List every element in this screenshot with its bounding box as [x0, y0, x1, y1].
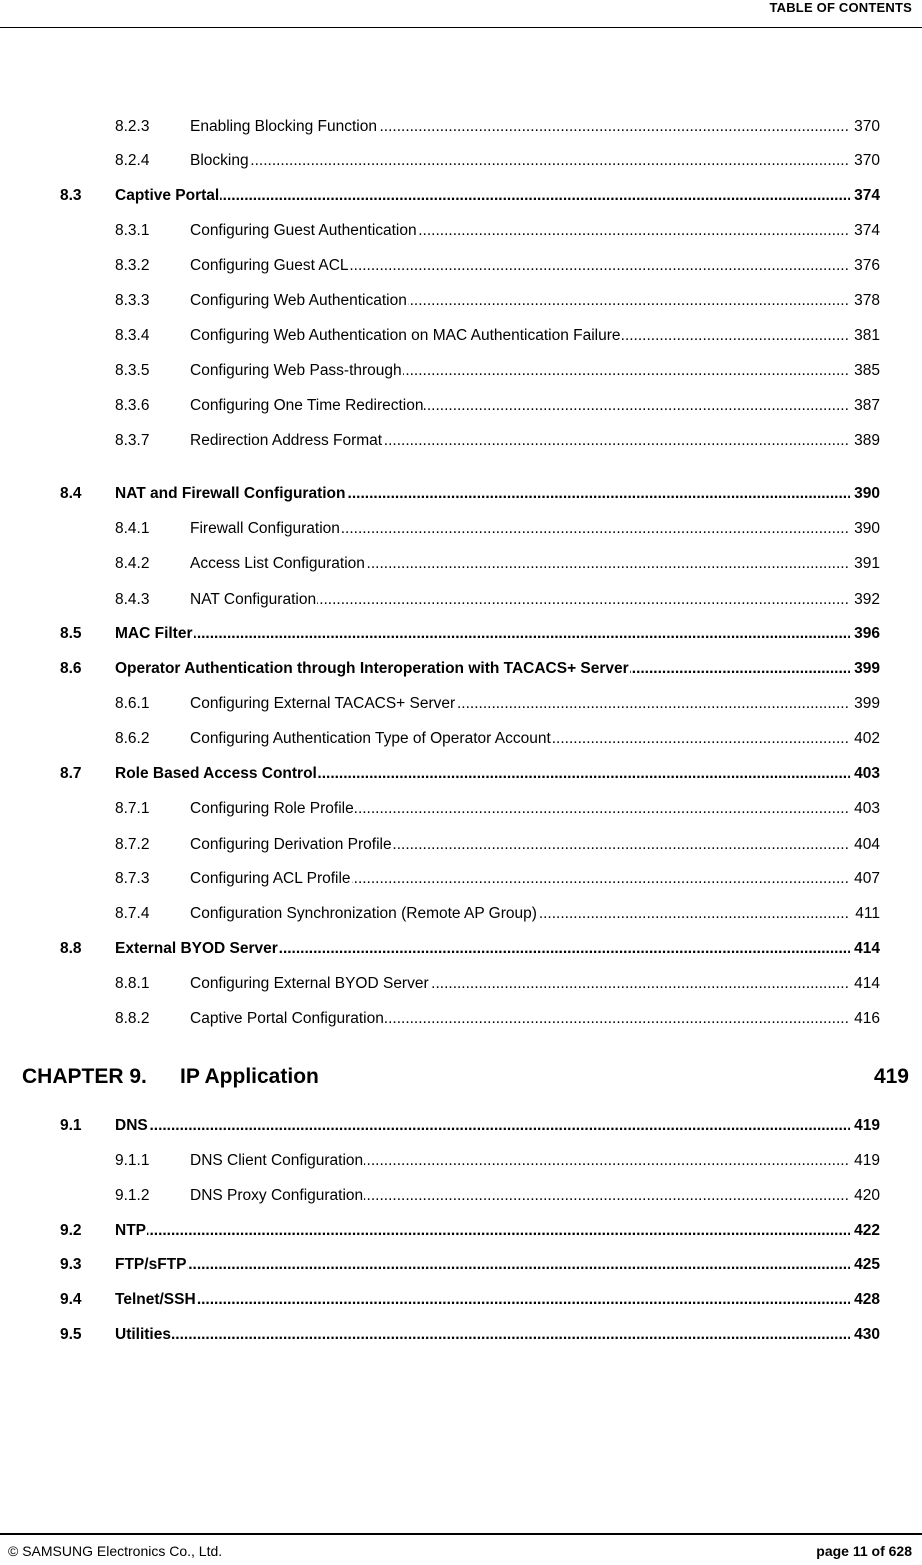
- entry-page: 420: [853, 1185, 880, 1207]
- entry-title: DNS: [115, 1115, 149, 1137]
- dot-leader: [115, 1115, 850, 1137]
- entry-page: 425: [853, 1254, 880, 1276]
- dot-leader: [115, 185, 850, 207]
- entry-number: 8.3.3: [115, 292, 150, 309]
- entry-number: 8.6.1: [115, 695, 150, 712]
- entry-page: 378: [853, 290, 880, 312]
- entry-page: 399: [853, 658, 880, 680]
- entry-title: External BYOD Server: [115, 938, 279, 960]
- entry-page: 407: [853, 868, 880, 890]
- entry-title: Configuring Role Profile: [190, 798, 355, 820]
- toc-subsection-entry[interactable]: [0, 395, 922, 417]
- entry-page: 370: [853, 150, 880, 172]
- entry-title: Configuring Authentication Type of Operator Account: [190, 728, 552, 750]
- entry-number: 9.1: [60, 1117, 82, 1134]
- entry-page: 392: [853, 589, 880, 611]
- entry-number: 9.1.2: [115, 1187, 150, 1204]
- entry-page: 399: [853, 693, 880, 715]
- footer-rule: [0, 1533, 922, 1535]
- entry-title: Configuring Derivation Profile: [190, 834, 393, 856]
- entry-page: 370: [853, 116, 880, 138]
- entry-title: Configuring Web Pass-through: [190, 360, 403, 382]
- entry-title: Configuring External TACACS+ Server: [190, 693, 456, 715]
- dot-leader: [115, 623, 850, 645]
- entry-page: 422: [853, 1220, 880, 1242]
- entry-title: Blocking: [190, 150, 250, 172]
- entry-number: 8.6: [60, 660, 82, 677]
- entry-number: 9.3: [60, 1256, 82, 1273]
- entry-title: Telnet/SSH: [115, 1289, 197, 1311]
- entry-title: Configuring Web Authentication: [190, 290, 408, 312]
- toc-subsection-entry[interactable]: [0, 150, 922, 172]
- entry-number: 8.6.2: [115, 730, 150, 747]
- entry-title: Enabling Blocking Function: [190, 116, 378, 138]
- entry-number: 8.5: [60, 625, 82, 642]
- entry-title: NAT and Firewall Configuration: [115, 483, 347, 505]
- entry-page: 374: [853, 220, 880, 242]
- entry-page: 414: [853, 973, 880, 995]
- entry-number: 8.7.1: [115, 800, 150, 817]
- entry-title: Captive Portal: [115, 185, 220, 207]
- entry-page: 381: [853, 325, 880, 347]
- dot-leader: [115, 1289, 850, 1311]
- toc-section-entry[interactable]: [0, 483, 922, 505]
- entry-number: 9.2: [60, 1222, 82, 1239]
- toc-subsection-entry[interactable]: [0, 360, 922, 382]
- entry-page: 419: [853, 1115, 880, 1137]
- entry-title: Configuring Web Authentication on MAC Authentication Failure: [190, 325, 622, 347]
- entry-page: 374: [853, 185, 880, 207]
- dot-leader: [115, 1254, 850, 1276]
- toc-section-entry[interactable]: [0, 1115, 922, 1137]
- chapter-page: 419: [873, 1065, 909, 1088]
- entry-number: 8.3.5: [115, 362, 150, 379]
- entry-title: DNS Client Configuration: [190, 1150, 364, 1172]
- toc-section-entry[interactable]: [0, 1289, 922, 1311]
- entry-page: 404: [853, 834, 880, 856]
- entry-title: Configuring Guest Authentication: [190, 220, 418, 242]
- toc-subsection-entry[interactable]: [0, 255, 922, 277]
- toc-subsection-entry[interactable]: [0, 325, 922, 347]
- toc-section-entry[interactable]: [0, 1220, 922, 1242]
- entry-number: 8.8: [60, 940, 82, 957]
- entry-number: 8.4.3: [115, 591, 150, 608]
- entry-number: 8.3.2: [115, 257, 150, 274]
- toc-section-entry[interactable]: [0, 763, 922, 785]
- toc-subsection-entry[interactable]: [0, 903, 922, 925]
- header-rule: [0, 27, 922, 28]
- entry-page: 389: [853, 430, 880, 452]
- entry-number: 8.7.3: [115, 870, 150, 887]
- chapter-number: CHAPTER 9.: [22, 1065, 147, 1088]
- toc-subsection-entry[interactable]: [0, 693, 922, 715]
- entry-title: Redirection Address Format: [190, 430, 383, 452]
- entry-number: 8.7: [60, 765, 82, 782]
- entry-title: MAC Filter: [115, 623, 194, 645]
- footer-page-number: page 11 of 628: [816, 1543, 912, 1559]
- toc-subsection-entry[interactable]: [0, 1008, 922, 1030]
- entry-title: NTP: [115, 1220, 147, 1242]
- entry-page: 419: [853, 1150, 880, 1172]
- entry-page: 403: [853, 798, 880, 820]
- entry-number: 9.1.1: [115, 1152, 150, 1169]
- entry-number: 8.8.1: [115, 975, 150, 992]
- entry-title: Role Based Access Control: [115, 763, 318, 785]
- toc-section-entry[interactable]: [0, 1254, 922, 1276]
- toc-subsection-entry[interactable]: [0, 116, 922, 138]
- toc-section-entry[interactable]: [0, 623, 922, 645]
- toc-subsection-entry[interactable]: [0, 589, 922, 611]
- entry-page: 387: [853, 395, 880, 417]
- toc-section-entry[interactable]: [0, 938, 922, 960]
- entry-title: Firewall Configuration: [190, 518, 341, 540]
- entry-number: 8.4.2: [115, 555, 150, 572]
- toc-subsection-entry[interactable]: [0, 973, 922, 995]
- chapter-title: IP Application: [180, 1065, 319, 1088]
- dot-leader: [115, 1220, 850, 1242]
- entry-page: 411: [854, 903, 880, 925]
- toc-section-entry[interactable]: [0, 1324, 922, 1346]
- entry-number: 8.2.3: [115, 118, 150, 135]
- toc-subsection-entry[interactable]: [0, 290, 922, 312]
- dot-leader: [115, 1324, 850, 1346]
- entry-number: 8.7.2: [115, 836, 150, 853]
- toc-subsection-entry[interactable]: [0, 834, 922, 856]
- entry-title: NAT Configuration: [190, 589, 317, 611]
- entry-page: 396: [853, 623, 880, 645]
- entry-page: 403: [853, 763, 880, 785]
- toc-subsection-entry[interactable]: [0, 868, 922, 890]
- toc-subsection-entry[interactable]: [0, 553, 922, 575]
- entry-page: 376: [853, 255, 880, 277]
- toc-subsection-entry[interactable]: [0, 728, 922, 750]
- entry-page: 390: [853, 518, 880, 540]
- entry-title: Configuring One Time Redirection: [190, 395, 424, 417]
- entry-page: 414: [853, 938, 880, 960]
- header-title: TABLE OF CONTENTS: [769, 0, 912, 15]
- entry-title: DNS Proxy Configuration: [190, 1185, 364, 1207]
- entry-title: FTP/sFTP: [115, 1254, 187, 1276]
- entry-title: Configuration Synchronization (Remote AP Group): [190, 903, 538, 925]
- entry-number: 8.8.2: [115, 1010, 150, 1027]
- entry-number: 8.4: [60, 485, 82, 502]
- entry-number: 8.7.4: [115, 905, 150, 922]
- entry-number: 8.3: [60, 187, 82, 204]
- entry-title: Captive Portal Configuration: [190, 1008, 385, 1030]
- toc-section-entry[interactable]: [0, 658, 922, 680]
- toc-subsection-entry[interactable]: [0, 430, 922, 452]
- entry-number: 9.5: [60, 1326, 82, 1343]
- toc-subsection-entry[interactable]: [0, 220, 922, 242]
- entry-number: 8.3.7: [115, 432, 150, 449]
- entry-title: Operator Authentication through Interoperation with TACACS+ Server: [115, 658, 630, 680]
- entry-page: 416: [853, 1008, 880, 1030]
- entry-number: 8.4.1: [115, 520, 150, 537]
- entry-number: 8.2.4: [115, 152, 150, 169]
- entry-page: 430: [853, 1324, 880, 1346]
- entry-page: 428: [853, 1289, 880, 1311]
- dot-leader: [190, 150, 850, 172]
- footer-copyright: © SAMSUNG Electronics Co., Ltd.: [8, 1543, 223, 1559]
- entry-number: 9.4: [60, 1291, 82, 1308]
- toc-subsection-entry[interactable]: [0, 1185, 922, 1207]
- entry-title: Configuring ACL Profile: [190, 868, 352, 890]
- toc-subsection-entry[interactable]: [0, 518, 922, 540]
- entry-page: 402: [853, 728, 880, 750]
- entry-page: 385: [853, 360, 880, 382]
- entry-title: Utilities: [115, 1324, 172, 1346]
- entry-number: 8.3.6: [115, 397, 150, 414]
- chapter-heading[interactable]: [0, 1062, 922, 1092]
- entry-number: 8.3.1: [115, 222, 150, 239]
- toc-subsection-entry[interactable]: [0, 1150, 922, 1172]
- entry-page: 391: [853, 553, 880, 575]
- entry-number: 8.3.4: [115, 327, 150, 344]
- entry-page: 390: [853, 483, 880, 505]
- entry-title: Configuring External BYOD Server: [190, 973, 430, 995]
- entry-title: Access List Configuration: [190, 553, 366, 575]
- entry-title: Configuring Guest ACL: [190, 255, 350, 277]
- toc-subsection-entry[interactable]: [0, 798, 922, 820]
- toc-section-entry[interactable]: [0, 185, 922, 207]
